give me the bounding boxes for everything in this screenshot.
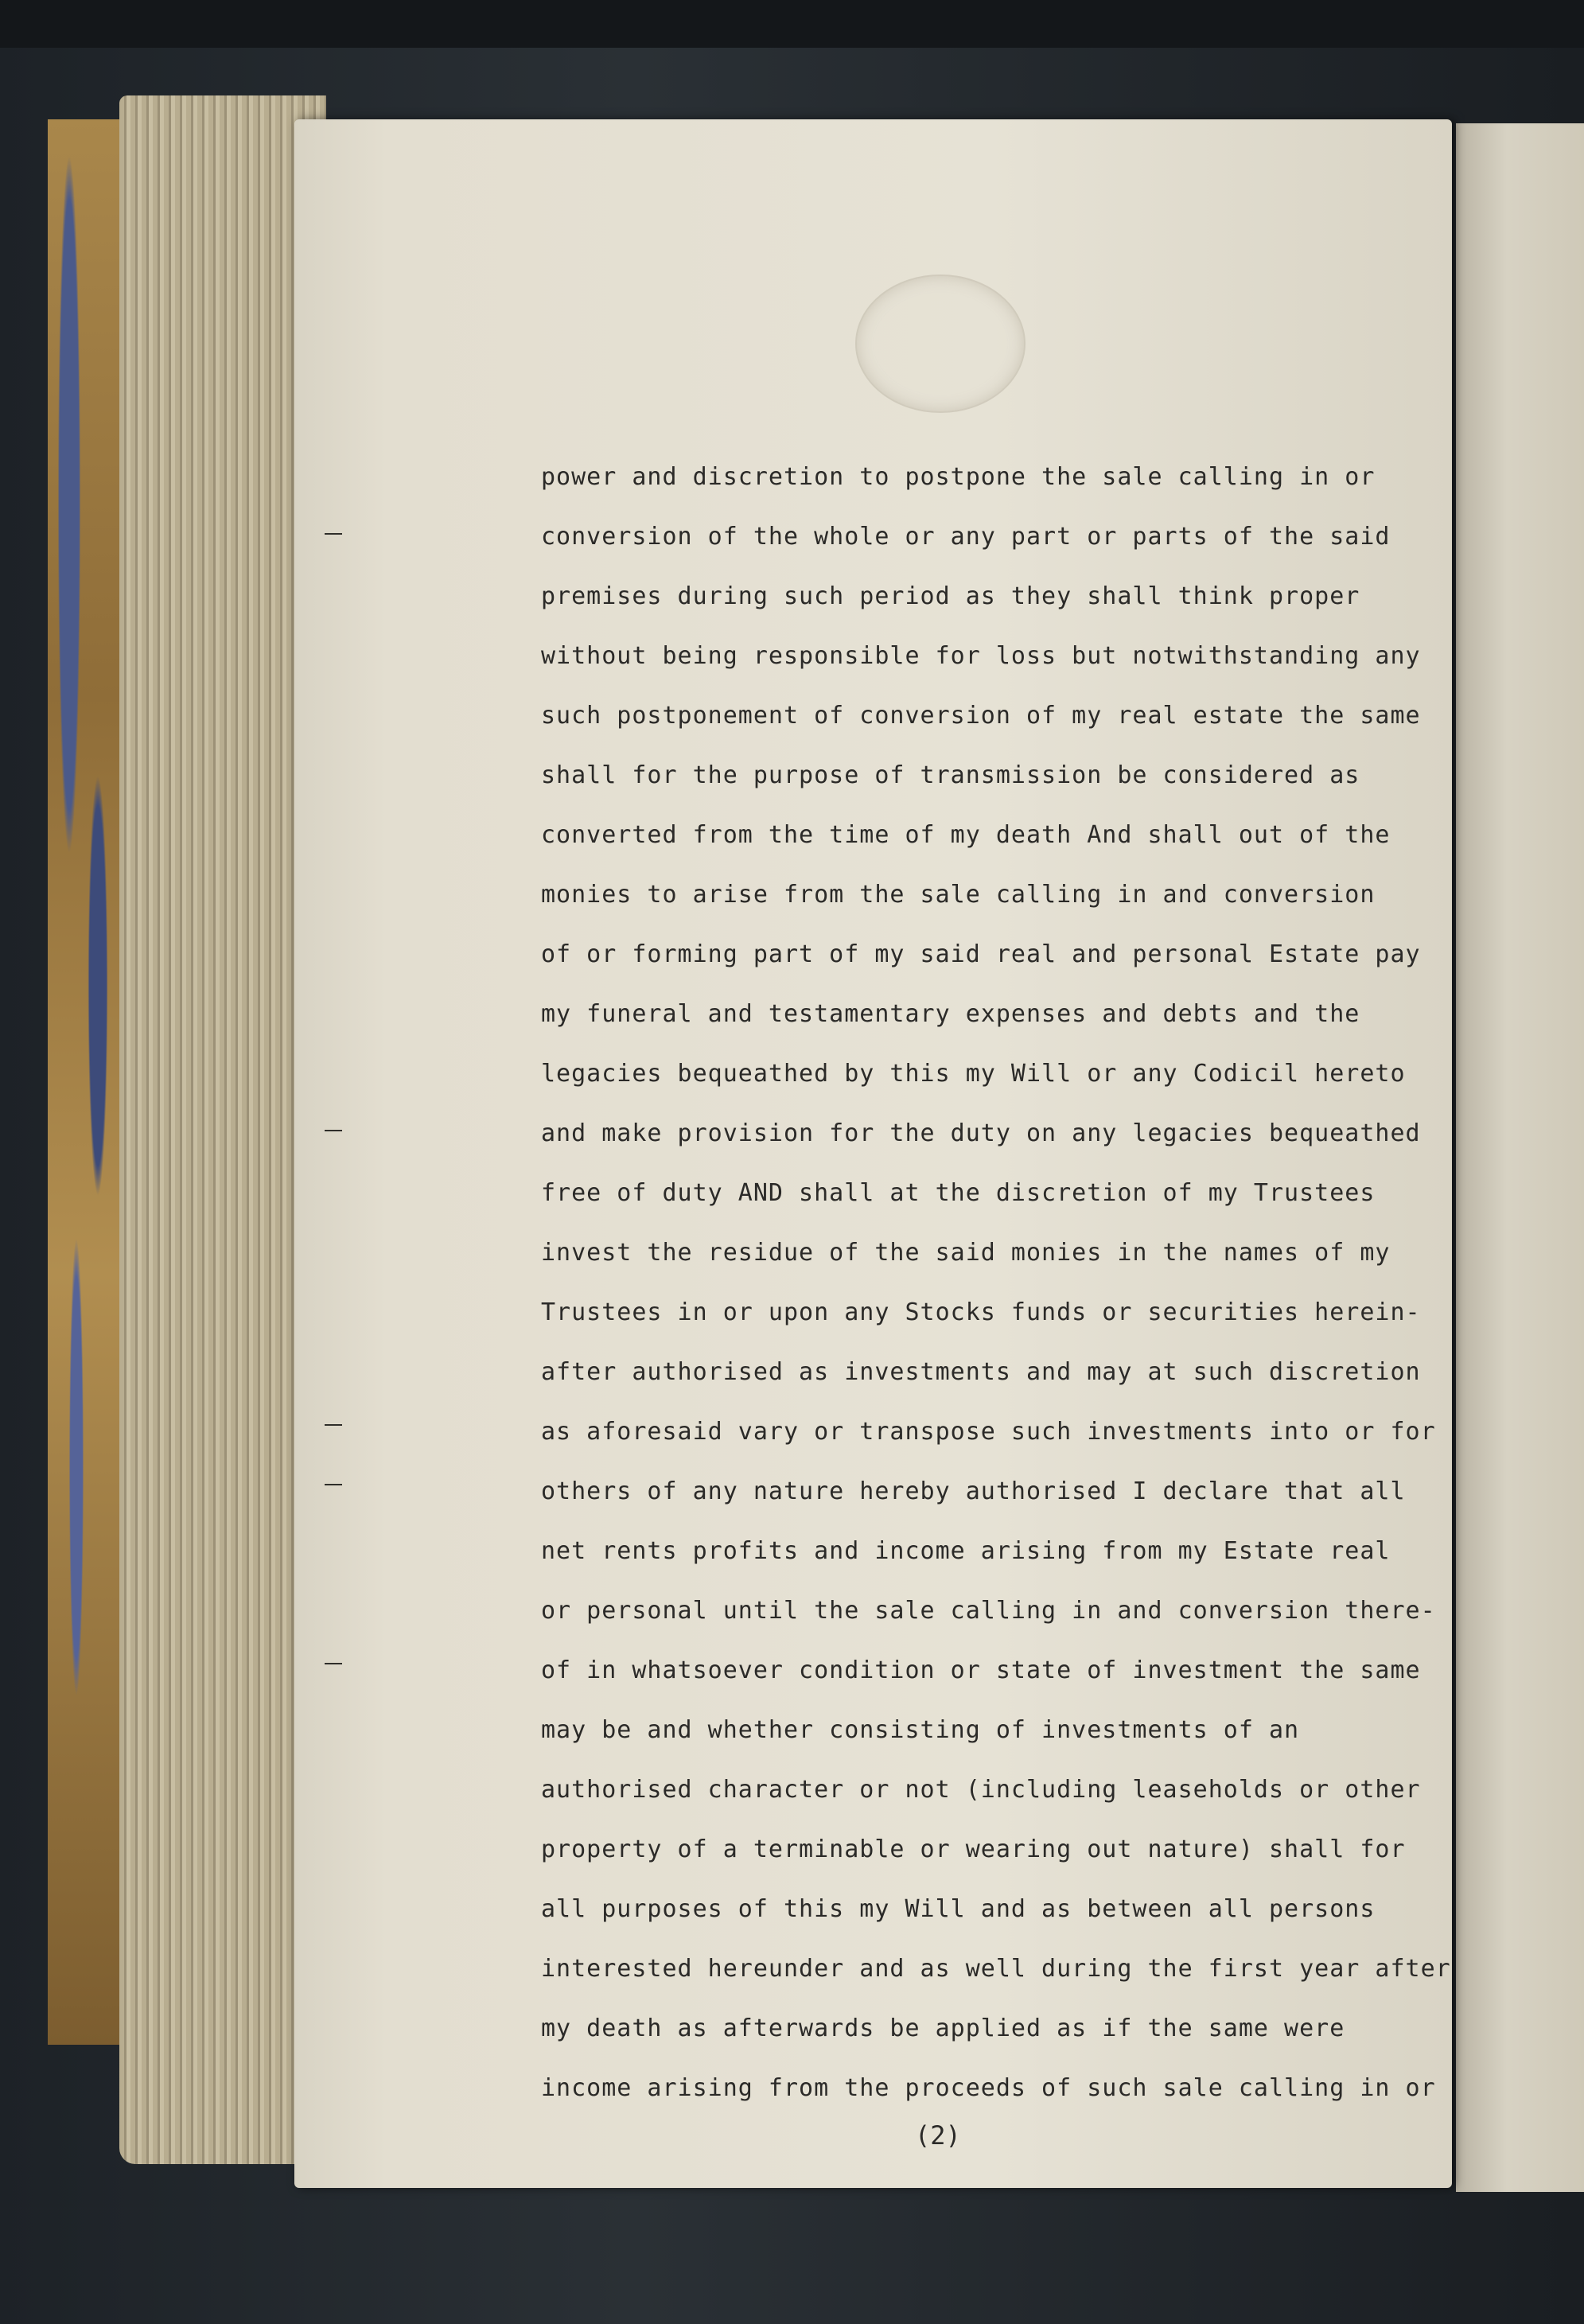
embossed-seal (855, 274, 1026, 413)
text-line: or personal until the sale calling in and conversion there- (541, 1597, 1436, 1625)
text-line: others of any nature hereby authorised I declare that all (541, 1477, 1406, 1505)
text-line: conversion of the whole or any part or parts of the said (541, 523, 1391, 551)
text-line: my death as afterwards be applied as if the same were (541, 2015, 1345, 2042)
text-line: power and discretion to postpone the sale calling in or (541, 463, 1376, 491)
text-line: my funeral and testamentary expenses and debts and the (541, 1000, 1360, 1028)
marbled-endpaper (48, 119, 119, 2045)
text-line: legacies bequeathed by this my Will or any Codicil hereto (541, 1060, 1406, 1088)
typed-text-body (541, 461, 1452, 2132)
page-number: (2) (915, 2120, 961, 2151)
text-line: after authorised as investments and may at such discretion (541, 1358, 1421, 1386)
text-line: of in whatsoever condition or state of investment the same (541, 1656, 1421, 1684)
text-line: as aforesaid vary or transpose such investments into or for (541, 1418, 1436, 1446)
text-line: such postponement of conversion of my real estate the same (541, 702, 1421, 730)
text-line: Trustees in or upon any Stocks funds or securities herein- (541, 1298, 1421, 1326)
margin-mark (325, 1663, 342, 1664)
text-line: net rents profits and income arising from my Estate real (541, 1537, 1391, 1565)
text-line: monies to arise from the sale calling in and conversion (541, 881, 1376, 909)
text-line: without being responsible for loss but notwithstanding any (541, 642, 1421, 670)
text-line: of or forming part of my said real and personal Estate pay (541, 940, 1421, 968)
text-line: free of duty AND shall at the discretion of my Trustees (541, 1179, 1376, 1207)
text-line: shall for the purpose of transmission be considered as (541, 761, 1360, 789)
margin-mark (325, 1484, 342, 1485)
text-line: may be and whether consisting of investments of an (541, 1716, 1300, 1744)
text-line: premises during such period as they shall think proper (541, 582, 1360, 610)
margin-mark (325, 1130, 342, 1131)
text-line: and make provision for the duty on any legacies bequeathed (541, 1119, 1421, 1147)
text-line: invest the residue of the said monies in the names of my (541, 1239, 1391, 1267)
text-line: converted from the time of my death And shall out of the (541, 821, 1391, 849)
text-line: authorised character or not (including leaseholds or other (541, 1776, 1421, 1804)
margin-mark (325, 1424, 342, 1426)
facing-page (1456, 123, 1584, 2192)
text-line: all purposes of this my Will and as between all persons (541, 1895, 1376, 1923)
text-line: property of a terminable or wearing out nature) shall for (541, 1835, 1406, 1863)
margin-mark (325, 533, 342, 535)
text-line: interested hereunder and as well during the first year after (541, 1955, 1451, 1983)
text-line: income arising from the proceeds of such sale calling in or (541, 2074, 1436, 2102)
